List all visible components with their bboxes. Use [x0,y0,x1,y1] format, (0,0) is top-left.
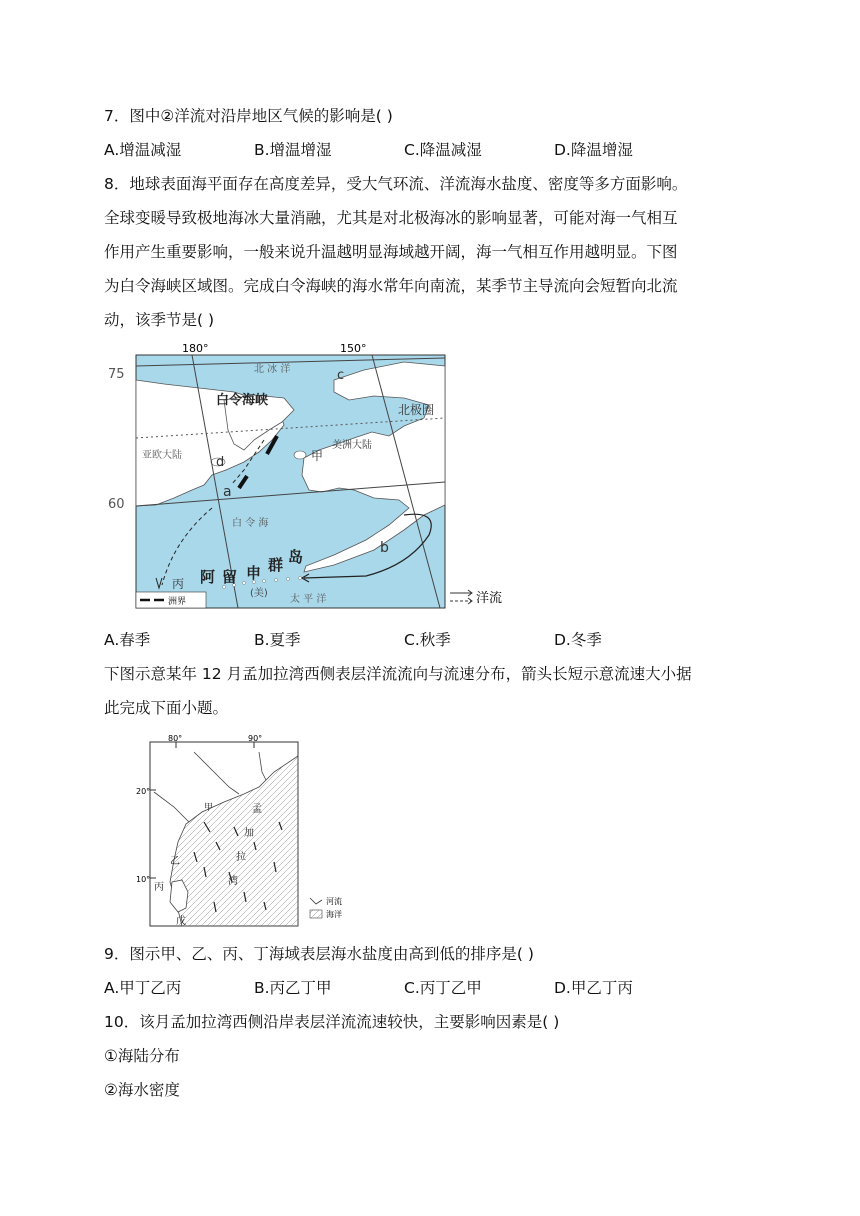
q8-line-3: 作用产生重要影响，一般来说升温越明显海域越开阔，海一气相互作用越明显。下图 [104,243,678,261]
lon-150-label: 150° [340,342,367,355]
lat-60-label: 60 [108,497,125,512]
aleutian-char-5: 岛 [288,548,304,566]
lat-20-label: 20° [136,787,151,796]
aleutian-char-3: 申 [246,564,262,582]
q10-item-1: ①海陆分布 [104,1047,180,1065]
q9-option-b: B.丙乙丁甲 [254,979,332,997]
letter-a: a [223,484,232,500]
legend-river-label: 河流 [326,897,342,906]
legend-boundary-label: 洲界 [168,597,187,607]
bay-char-3: 拉 [236,852,246,863]
q8-option-a: A.春季 [104,631,151,649]
q9-option-d: D.甲乙丁丙 [554,979,633,997]
q7-option-b: B.增温增湿 [254,141,332,159]
arctic-circle-label: 北极圈 [398,403,435,417]
q8-option-b: B.夏季 [254,631,301,649]
lon-80-label: 80° [168,734,183,743]
bering-strait-map [104,340,524,612]
lon-180-label: 180° [182,342,209,355]
bay-of-bengal-map [134,732,394,928]
lat-10-label: 10° [136,875,151,884]
letter-c: c [337,368,345,383]
intro-line-1: 下图示意某年 12 月孟加拉湾西侧表层洋流流向与流速分布，箭头长短示意流速大小据 [104,665,692,683]
bay-char-2: 加 [244,828,254,839]
bay-char-4: 湾 [228,876,238,887]
q8-line-4: 为白令海峡区域图。完成白令海峡的海水常年向南流，某季节主导流向会短暂向北流 [104,277,678,295]
q8-line-2: 全球变暖导致极地海冰大量消融，尤其是对北极海冰的影响显著，可能对海一气相互 [104,209,678,227]
q7-option-c: C.降温减湿 [404,141,482,159]
q8-line-5: 动，该季节是( ) [104,311,215,329]
q9-option-a: A.甲丁乙丙 [104,979,182,997]
bering-sea-label: 白 令 海 [232,518,269,529]
q8-option-d: D.冬季 [554,631,602,649]
legend-current-label: 洋流 [476,591,503,606]
lon-90-label: 90° [248,734,263,743]
q10-item-2: ②海水密度 [104,1081,180,1099]
aleutian-char-2: 留 [222,568,238,586]
q9-option-c: C.丙丁乙甲 [404,979,482,997]
q9-stem: 9．图示甲、乙、丙、丁海域表层海水盐度由高到低的排序是( ) [104,945,534,963]
wu-label: 戊 [176,916,186,927]
aleutian-char-1: 阿 [200,568,216,586]
q8-option-c: C.秋季 [404,631,451,649]
letter-b: b [380,540,389,556]
q7-option-d: D.降温增湿 [554,141,633,159]
q7-stem: 7．图中②洋流对沿岸地区气候的影响是( ) [104,107,393,125]
q7-option-a: A.增温减湿 [104,141,182,159]
letter-d: d [216,455,225,470]
america-label: 美洲大陆 [332,440,372,451]
q8-line-1: 8．地球表面海平面存在高度差异，受大气环流、洋流海水盐度、密度等多方面影响。 [104,175,688,193]
bering-strait-label: 白令海峡 [216,393,269,408]
q10-stem: 10．该月孟加拉湾西侧沿岸表层洋流流速较快，主要影响因素是( ) [104,1013,560,1031]
jia-label: 甲 [311,449,324,463]
bing-label: 丙 [172,577,185,591]
yi-label: 乙 [170,856,180,867]
bay-char-1: 孟 [252,804,262,815]
pacific-label: 太 平 洋 [290,594,327,605]
legend-ocean-label: 海洋 [326,910,342,919]
usa-label: (美) [250,588,268,599]
aleutian-char-4: 群 [268,556,284,574]
intro-line-2: 此完成下面小题。 [104,699,229,717]
jia-label-2: 甲 [204,803,214,813]
arctic-ocean-label: 北 冰 洋 [254,364,291,375]
eurasia-label: 亚欧大陆 [142,450,182,461]
lat-75-label: 75 [108,367,125,382]
bing-label-2: 丙 [154,882,164,893]
